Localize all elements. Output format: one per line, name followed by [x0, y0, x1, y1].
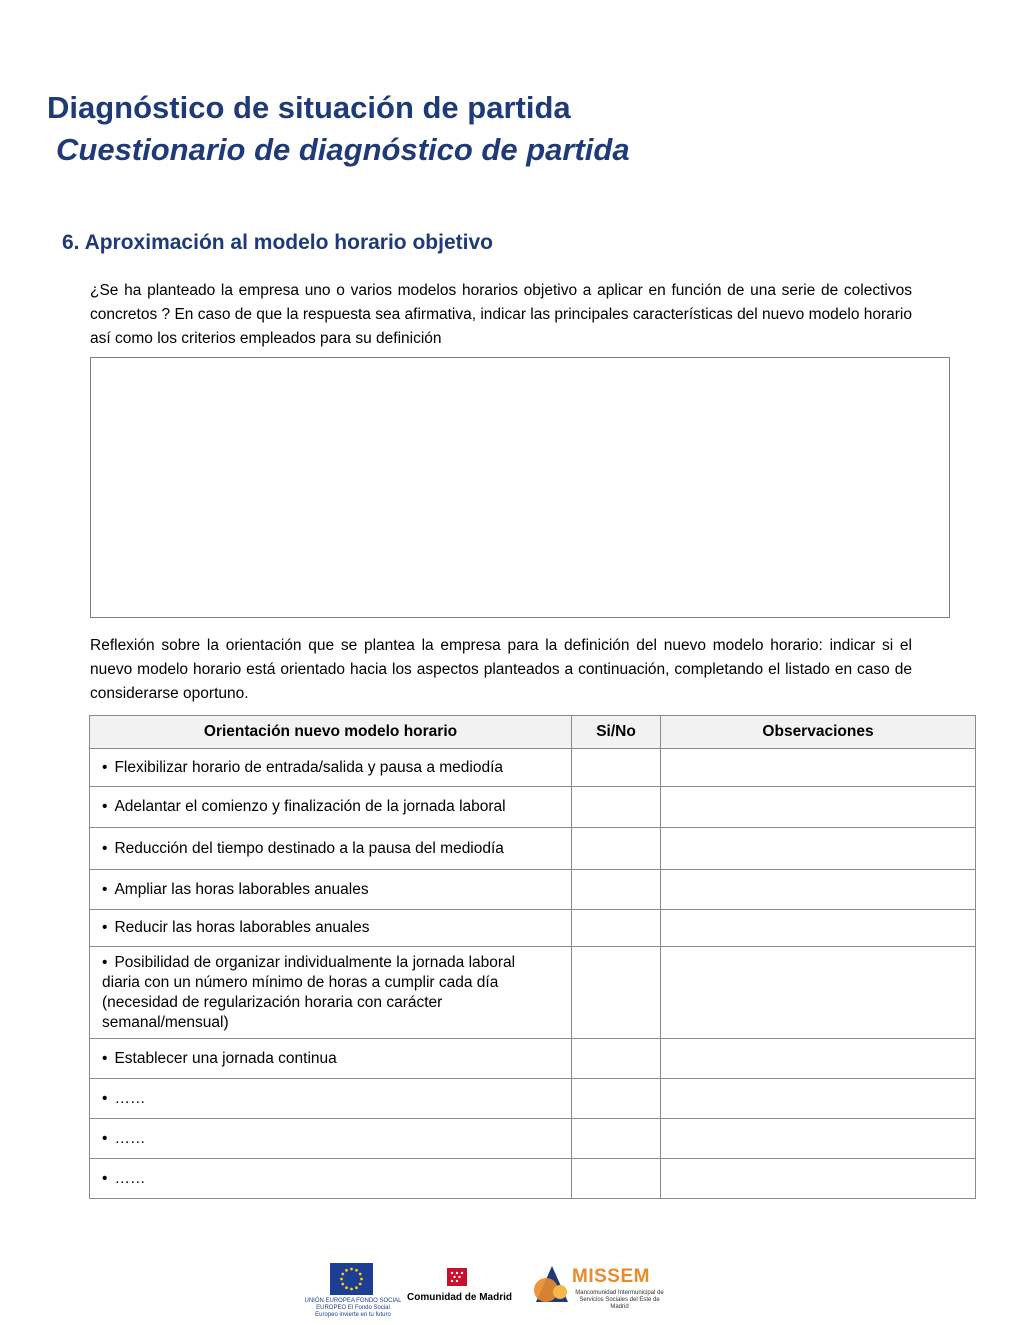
header-observaciones: Observaciones: [661, 716, 976, 749]
bullet-icon: •: [102, 1129, 108, 1147]
row-text: Posibilidad de organizar individualmente la jornada laboral diaria con un número mínimo de horas a cumplir cada día (necesidad de regularización horaria con carácter semanal/mensual): [102, 953, 516, 1031]
bullet-icon: •: [102, 1089, 108, 1107]
madrid-stars-icon: [447, 1268, 467, 1286]
observaciones-cell[interactable]: [661, 787, 976, 828]
table-row: [90, 1159, 976, 1199]
row-text: Adelantar el comienzo y finalización de la jornada laboral: [114, 798, 506, 815]
observaciones-cell[interactable]: [661, 749, 976, 787]
comunidad-madrid-logo: [397, 1260, 522, 1310]
table-row: [90, 749, 976, 787]
observaciones-cell[interactable]: [661, 1039, 976, 1079]
si-no-cell[interactable]: [572, 947, 661, 1039]
reflection-text: Reflexión sobre la orientación que se plantea la empresa para la definición del nuevo modelo horario: indicar si el nuevo modelo horario está orientado hacia los aspectos planteados a continuación, completando el listado en caso de considerarse oportuno.: [90, 637, 912, 702]
row-label: [90, 749, 572, 787]
si-no-cell[interactable]: [572, 749, 661, 787]
missem-logo: [532, 1262, 667, 1318]
observaciones-cell[interactable]: [661, 828, 976, 870]
header-si-no: Si/No: [572, 716, 661, 749]
missem-name: MISSEM: [572, 1266, 650, 1287]
row-label: [90, 828, 572, 870]
missem-emblem-icon: [532, 1262, 572, 1312]
bullet-icon: •: [102, 839, 108, 857]
table-row: [90, 870, 976, 910]
eu-flag-icon: [330, 1263, 373, 1295]
row-label: [90, 1079, 572, 1119]
observaciones-cell[interactable]: [661, 1079, 976, 1119]
si-no-cell[interactable]: [572, 910, 661, 947]
si-no-cell[interactable]: [572, 870, 661, 910]
row-label: [90, 1159, 572, 1199]
row-text: ……: [114, 1129, 146, 1147]
question-text: ¿Se ha planteado la empresa uno o varios modelos horarios objetivo a aplicar en función de una serie de colectivos concretos ? En caso de que la respuesta sea afirmativa, indicar las principales características del nuevo modelo horario así como los criterios empleados para su definición: [90, 282, 912, 347]
header-orientation: Orientación nuevo modelo horario: [90, 716, 572, 749]
row-text: ……: [114, 1169, 146, 1187]
table-row: [90, 787, 976, 828]
table-row: [90, 1039, 976, 1079]
row-label: [90, 910, 572, 947]
orientation-table: [89, 715, 976, 1199]
footer-logos: [300, 1260, 670, 1318]
observaciones-cell[interactable]: [661, 1119, 976, 1159]
row-text: Reducir las horas laborables anuales: [114, 919, 370, 936]
observaciones-cell[interactable]: [661, 910, 976, 947]
missem-subtitle: Mancomunidad Intermunicipal de Servicios Sociales del Este de Madrid: [575, 1290, 664, 1310]
row-label: [90, 787, 572, 828]
table-header-row: [90, 716, 976, 749]
table-row: [90, 828, 976, 870]
si-no-cell[interactable]: [572, 1159, 661, 1199]
si-no-cell[interactable]: [572, 1119, 661, 1159]
madrid-flag-icon: [447, 1268, 467, 1286]
page-subtitle: Cuestionario de diagnóstico de partida: [56, 132, 630, 167]
observaciones-cell[interactable]: [661, 870, 976, 910]
row-label: [90, 947, 572, 1039]
bullet-icon: •: [102, 1169, 108, 1187]
table-row: [90, 1079, 976, 1119]
observaciones-cell[interactable]: [661, 947, 976, 1039]
row-label: [90, 1039, 572, 1079]
row-text: Flexibilizar horario de entrada/salida y pausa a mediodía: [114, 758, 504, 776]
bullet-icon: •: [102, 880, 108, 898]
row-text: ……: [114, 1089, 146, 1107]
section-heading: 6. Aproximación al modelo horario objetivo: [62, 231, 493, 254]
row-text: Establecer una jornada continua: [114, 1049, 337, 1067]
row-label: [90, 870, 572, 910]
si-no-cell[interactable]: [572, 1039, 661, 1079]
si-no-cell[interactable]: [572, 828, 661, 870]
table-row: [90, 910, 976, 947]
eu-logo-text: UNIÓN EUROPEA FONDO SOCIAL EUROPEO El Fondo Social Europeo invierte en tu futuro: [304, 1298, 402, 1318]
bullet-icon: •: [102, 798, 108, 815]
bullet-icon: •: [102, 919, 108, 936]
observaciones-cell[interactable]: [661, 1159, 976, 1199]
row-text: Reducción del tiempo destinado a la pausa del mediodía: [114, 839, 504, 857]
answer-box[interactable]: [90, 357, 950, 618]
si-no-cell[interactable]: [572, 1079, 661, 1119]
bullet-icon: •: [102, 1049, 108, 1067]
page-title: Diagnóstico de situación de partida: [47, 90, 571, 125]
si-no-cell[interactable]: [572, 787, 661, 828]
table-row: [90, 947, 976, 1039]
row-text: Ampliar las horas laborables anuales: [114, 880, 369, 898]
comunidad-madrid-text: Comunidad de Madrid: [407, 1292, 512, 1303]
eu-stars-icon: [330, 1263, 373, 1295]
table-row: [90, 1119, 976, 1159]
row-label: [90, 1119, 572, 1159]
bullet-icon: •: [102, 953, 108, 971]
bullet-icon: •: [102, 758, 108, 776]
